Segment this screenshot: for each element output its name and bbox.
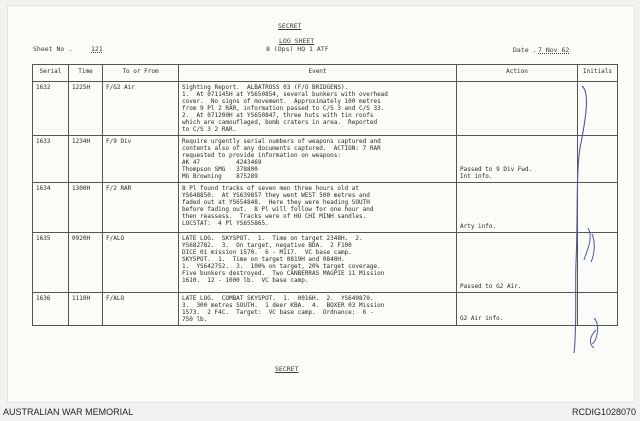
sheet-title: LOG SHEET [279, 37, 315, 45]
action-cell [457, 82, 578, 136]
col-header-to-from: To or From [103, 65, 179, 82]
time-cell: 0920H [69, 233, 103, 293]
col-header-action: Action [457, 65, 578, 82]
to-from-cell: F/9 Div [103, 136, 179, 183]
table-row [33, 82, 618, 136]
to-from-cell: F/ALO [103, 233, 179, 293]
table-row [33, 183, 618, 233]
date-label: Date . [513, 46, 537, 54]
serial-cell: 1634 [33, 183, 69, 233]
time-cell: 1110H [69, 293, 103, 326]
col-header-initials: Initials [578, 65, 618, 82]
action-cell: G2 Air info. [457, 293, 578, 326]
col-header-serial: Serial [33, 65, 69, 82]
table-row [33, 233, 618, 293]
serial-cell: 1633 [33, 136, 69, 183]
event-cell: Require urgently serial numbers of weapons captured and contents also of any documents captured. ACTION: 7 RAR requested to provide information on weapons: AK 47 4243469 Thompson SMG 378800 MG Browning 875289 [179, 136, 457, 183]
sheet-no-label: Sheet No . [33, 45, 73, 53]
log-sheet-page [7, 5, 635, 403]
handwritten-initials-marks [568, 78, 613, 363]
footer-archive-name: AUSTRALIAN WAR MEMORIAL [3, 407, 134, 417]
classification-bottom: SECRET [275, 365, 299, 373]
time-cell: 1234H [69, 136, 103, 183]
event-cell: LATE LOG. SKYSPOT. 1. Time on target 2348H. 2. YS682782. 3. On target, negative BDA. 2 F100 DICE 01 mission 1570. 6 - M117. VC base camp. SKYSPOT. 1. Time on target 0819H and 0840H. 1. YS642752. 3. 100% on target, 20% target coverage. Five bunkers destroyed. Two CANBERRAS MAGPIE 11 Mission 1610. 12 - 1000 lb. VC base camp. [179, 233, 457, 293]
table-row [33, 136, 618, 183]
col-header-time: Time [69, 65, 103, 82]
action-cell: Passed to 9 Div Fwd. Int info. [457, 136, 578, 183]
time-cell: 1300H [69, 183, 103, 233]
to-from-cell: F/ALO [103, 293, 179, 326]
serial-cell: 1635 [33, 233, 69, 293]
unit-label: 8 (Ops) HQ 1 ATF [266, 45, 329, 53]
date-value: 7 Nov 62 [538, 46, 570, 54]
table-row [33, 293, 618, 326]
serial-cell: 1636 [33, 293, 69, 326]
serial-cell: 1632 [33, 82, 69, 136]
action-cell: Passed to G2 Air. [457, 233, 578, 293]
time-cell: 1225H [69, 82, 103, 136]
footer-record-id: RCDIG1028070 [571, 407, 636, 417]
sheet-no-value: 121 [91, 45, 103, 53]
event-cell: 8 Pl found tracks of seven men three hours old at YS648850. At YS639857 they went WEST 500 metres and faded out at YS654848. Here they were heading SOUTH before fading out. 8 Pl will follow for one hour and then reassess. Tracks were of HO CHI MINH sandles. LOCSTAT: 4 Pl YS655865. [179, 183, 457, 233]
table-header-row [33, 65, 618, 82]
to-from-cell: F/G2 Air [103, 82, 179, 136]
to-from-cell: F/2 RAR [103, 183, 179, 233]
event-cell: LATE LOG. COMBAT SKYSPOT. 1. 0016H. 2. YS640870. 3. 300 metres SOUTH. 1 deer KBA. 4. BOXER 03 Mission 1573. 2 F4C. Target: VC base camp. Ordnance: 6 - 750 lb. [179, 293, 457, 326]
log-table [32, 64, 618, 326]
classification-top: SECRET [278, 22, 302, 30]
col-header-event: Event [179, 65, 457, 82]
action-cell: Arty info. [457, 183, 578, 233]
event-cell: Sighting Report. ALBATROSS 03 (F/O BRIDGENS). 1. At 071145H at YS650854, several bunkers with overhead cover. No signs of movement. Approximately 100 metres from 9 Pl 2 RAR, information passed to C/S 3 and C/S 33. 2. At 071200H at YS650847, three huts with tin roofs which are camouflaged, bomb craters in area. Reported to C/S 3 2 RAR. [179, 82, 457, 136]
